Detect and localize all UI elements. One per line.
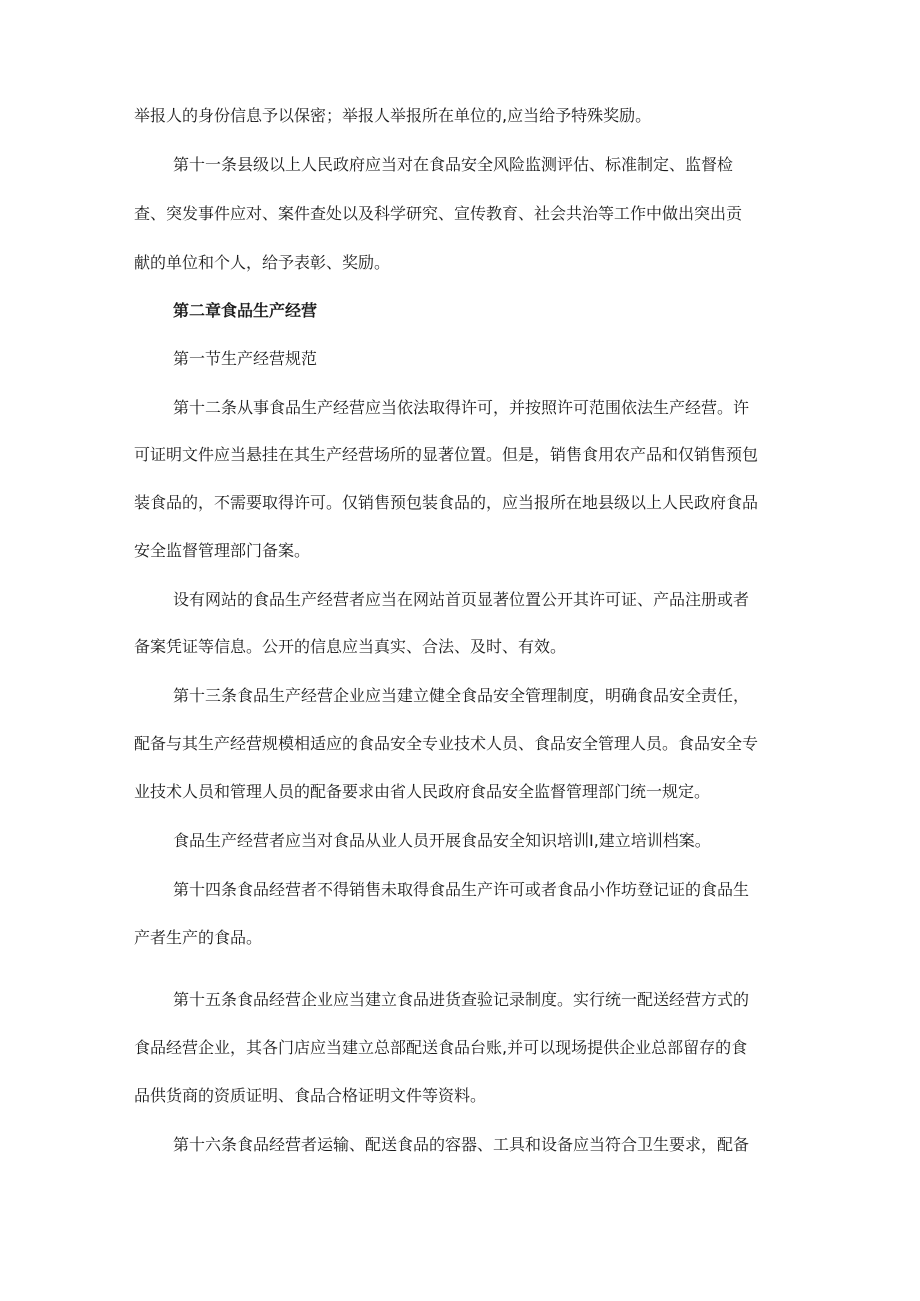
article-15-line-1: 第十五条食品经营企业应当建立食品进货查验记录制度。实行统一配送经营方式的 [173,990,750,1009]
article-11-line-3: 献的单位和个人，给予表彰、奖励。 [134,253,391,272]
article-14-line-1: 第十四条食品经营者不得销售未取得食品生产许可或者食品小作坊登记证的食品生 [173,880,750,899]
article-11-line-1: 第十一条县级以上人民政府应当对在食品安全风险监测评估、标准制定、监督检 [173,155,734,174]
article-14-line-2: 产者生产的食品。 [134,928,263,947]
section-heading: 第一节生产经营规范 [173,349,318,368]
article-13-line-2: 配备与其生产经营规模相适应的食品安全专业技术人员、食品安全管理人员。食品安全专 [134,734,759,753]
article-16-line-1: 第十六条食品经营者运输、配送食品的容器、工具和设备应当符合卫生要求，配备 [173,1135,750,1154]
chapter-heading: 第二章食品生产经营 [173,301,318,320]
article-15-line-3: 品供货商的资质证明、食品合格证明文件等资料。 [134,1086,487,1105]
article-12-line-2: 可证明文件应当悬挂在其生产经营场所的显著位置。但是，销售食用农产品和仅销售预包 [134,445,759,464]
website-paragraph-line-1: 设有网站的食品生产经营者应当在网站首页显著位置公开其许可证、产品注册或者 [173,590,750,609]
article-12-line-1: 第十二条从事食品生产经营应当依法取得许可，并按照许可范围依法生产经营。许 [173,398,750,417]
article-12-line-3: 装食品的，不需要取得许可。仅销售预包装食品的，应当报所在地县级以上人民政府食品 [134,493,759,512]
article-10-continuation: 举报人的身份信息予以保密；举报人举报所在单位的,应当给予特殊奖励。 [134,106,652,125]
article-12-line-4: 安全监督管理部门备案。 [134,541,311,560]
article-13-line-3: 业技术人员和管理人员的配备要求由省人民政府食品安全监督管理部门统一规定。 [134,782,711,801]
website-paragraph-line-2: 备案凭证等信息。公开的信息应当真实、合法、及时、有效。 [134,637,567,656]
training-paragraph: 食品生产经营者应当对食品从业人员开展食品安全知识培训I,建立培训档案。 [173,831,711,850]
article-11-line-2: 查、突发事件应对、案件查处以及科学研究、宣传教育、社会共治等工作中做出突出贡 [134,204,743,223]
article-15-line-2: 食品经营企业，其各门店应当建立总部配送食品台账,并可以现场提供企业总部留存的食 [134,1038,748,1057]
article-13-line-1: 第十三条食品生产经营企业应当建立健全食品安全管理制度，明确食品安全责任， [173,686,750,705]
